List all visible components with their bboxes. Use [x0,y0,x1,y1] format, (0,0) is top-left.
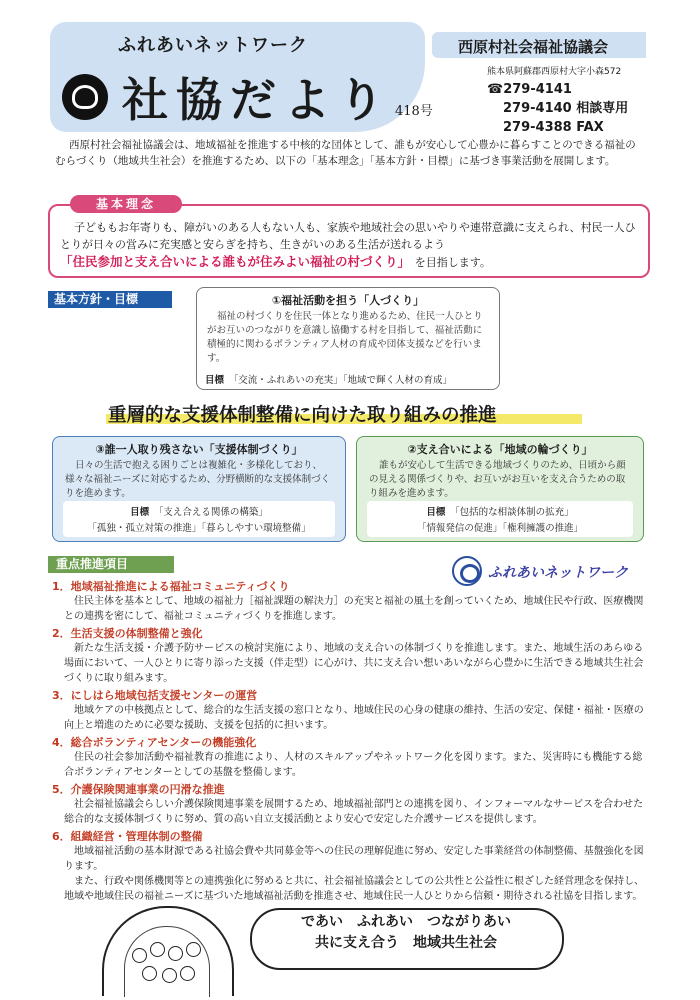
family-member-icon [150,942,165,957]
priority-item-title: 6．組織経営・管理体制の整備 [52,830,203,843]
priority-item [52,625,646,686]
card-2-goal-box [367,501,633,537]
tel-consult: 279-4140 相談専用 [503,101,629,116]
family-member-icon [132,948,147,963]
card-2-title: ②支え合いによる「地域の輪づくり」 [407,443,593,456]
policy-card-3 [52,436,346,542]
priority-item-title: 5．介護保険関連事業の円滑な推進 [52,783,225,796]
philosophy-text [60,219,640,271]
philosophy-body: 子どももお年寄りも、障がいのある人もない人も、家族や地域社会の思いやりや連帯意識に支えられ、村民一人ひとりが日々の営みに充実感と安らぎを持ち、生きがいのある生活が送れるよう [60,221,636,251]
card-3-goal-line1 [63,504,335,518]
fax-number: 279-4388 FAX [503,120,604,135]
family-member-icon [180,966,195,981]
slogan-text [262,912,550,954]
card-3-goal2: 「孤独・孤立対策の推進」「暮らしやすい環境整備」 [87,523,311,534]
priority-item-title: 1．地域福祉推進による福祉コミュニティづくり [52,580,290,593]
card-3-goal-label: 目標 [130,507,150,518]
network-logo-text: ふれあいネットワーク [488,565,628,581]
family-member-icon [162,968,177,983]
priority-item-body: 社会福祉協議会らしい介護保険関連事業を展開するため、地域福祉部門との連携を図り、インフォーマルなサービスを合わせた総合的な支援体制づくりに努め、質の高い自立支援活動とより安心で安定した介護サービスを提供します。 [64,799,644,825]
card-3-title: ③誰一人取り残さない「支援体制づくり」 [95,443,303,456]
policy-banner: 重層的な支援体制整備に向けた取り組みの推進 [108,405,497,426]
slogan-line-2: 共に支え合う 地域共生社会 [315,935,497,951]
family-member-icon [168,946,183,961]
card-2-body: 誰もが安心して生活できる地域づくりのため、日頃から顔の見える関係づくりや、お互いがお互いを支え合うための取り組みを進めます。 [369,460,626,499]
tel-main: ☎279-4141 [487,82,572,97]
priority-item [52,578,646,624]
org-address: 熊本県阿蘇郡西原村大字小森572 [487,67,622,77]
philosophy-highlight: 「住民参加と支え合いによる誰もが住みよい福祉の村づくり」 [60,254,404,269]
priority-item-body: 住民主体を基本として、地域の福祉力［福祉課題の解決力］の充実と福祉の風土を創っていくため、地域住民や行政、医療機関との連携を密にして、福祉コミュニティづくりを推進します。 [64,596,644,622]
priority-item-body: 住民の社会参加活動や福祉教育の推進により、人材のスキルアップやネットワーク化を図ります。また、災害時にも機能する総合ボランティアセンターとしての基盤を整備します。 [64,752,643,778]
card-2-goal1: 「包括的な相談体制の拡充」 [454,507,574,518]
priority-item [52,828,646,904]
priority-item [52,734,646,780]
card-3-body: 日々の生活で抱える困りごとは複雑化・多様化しており、様々な福祉ニーズに対応するため、分野横断的な支援体制づくりを進めます。 [65,460,331,499]
card-1-body: 福祉の村づくりを住民一体となり進めるため、住民一人ひとりがお互いのつながりを意識し協働する村を目指して、福祉活動に積極的に関わるボランティア人材の育成や団体支援などを行います。 [207,311,483,364]
philosophy-label: 基本理念 [70,195,182,213]
priority-item-title: 4．総合ボランティアセンターの機能強化 [52,736,257,749]
priority-item [52,781,646,827]
priority-list [52,578,646,904]
policy-card-1 [196,287,500,390]
intro-paragraph: 西原村社会福祉協議会は、地域福祉を推進する中核的な団体として、誰もが安心して心豊かに暮らすことのできる福祉のむらづくり（地域共生社会）を推進するため、以下の「基本理念」「基本方針・目標」に基づき事業活動を展開します。 [55,139,636,167]
slogan-line-1: であい ふれあい つながりあい [301,914,511,930]
card-3-goal1: 「支え合える関係の構築」 [158,507,268,518]
priority-item-body: 地域ケアの中核拠点として、総合的な生活支援の窓口となり、地域住民の心身の健康の維持、生活の安定、保健・福祉・医療の向上と増進のために必要な援助、支援を包括的に担います。 [64,705,644,731]
family-member-icon [186,942,201,957]
policy-label: 基本方針・目標 [48,291,172,308]
family-window-illustration [102,906,234,996]
priority-item-title: 3．にしはら地域包括支援センターの運営 [52,689,258,702]
card-2-goal2: 「情報発信の促進」「権利擁護の推進」 [416,523,584,534]
card-1-title: ①福祉活動を担う「人づくり」 [271,294,425,307]
org-name: 西原村社会福祉協議会 [458,38,609,56]
card-3-goal-box [63,501,335,537]
card-1-goal [205,372,452,386]
card-1-goal-text: 「交流・ふれあいの充実」「地域で輝く人材の育成」 [233,375,453,386]
priority-item [52,687,646,733]
shakyo-logo-icon [62,74,108,120]
card-1-goal-label: 目標 [205,375,225,386]
header-tagline: ふれあいネットワーク [118,35,308,56]
priority-item-body: 新たな生活支援・介護予防サービスの検討実施により、地域の支え合いの体制づくりを推進します。また、地域生活のあらゆる場面において、一人ひとりに寄り添った支援（伴走型）に心がけ、共に支え合い想いあいながら心豊かに生活できる地域共生社会づくりに取り組みます。 [64,643,644,684]
card-2-goal-label: 目標 [426,507,446,518]
family-member-icon [142,966,157,981]
org-contacts [487,80,628,137]
priority-item-title: 2．生活支援の体制整備と強化 [52,627,203,640]
card-2-goal-line1 [367,504,633,518]
priority-label: 重点推進項目 [48,556,174,573]
priority-item-body: 地域福祉活動の基本財源である社協会費や共同募金等への住民の理解促進に努め、安定した事業経営の体制整備、基盤強化を図ります。 [64,846,644,872]
issue-number: 418号 [395,104,433,119]
policy-card-2 [356,436,644,542]
priority-item-body-2: また、行政や関係機関等との連携強化に努めると共に、社会福祉協議会としての公共性と公益性に根ざした経営理念を保持し、地域や地域住民の福祉ニーズに基づいた地域福祉活動を推進させ、地域住民一人ひとりから信頼・期待される社協を目指します。 [64,876,644,902]
newsletter-title: 社協だより [122,73,392,127]
philosophy-suffix: を目指します。 [414,256,491,269]
